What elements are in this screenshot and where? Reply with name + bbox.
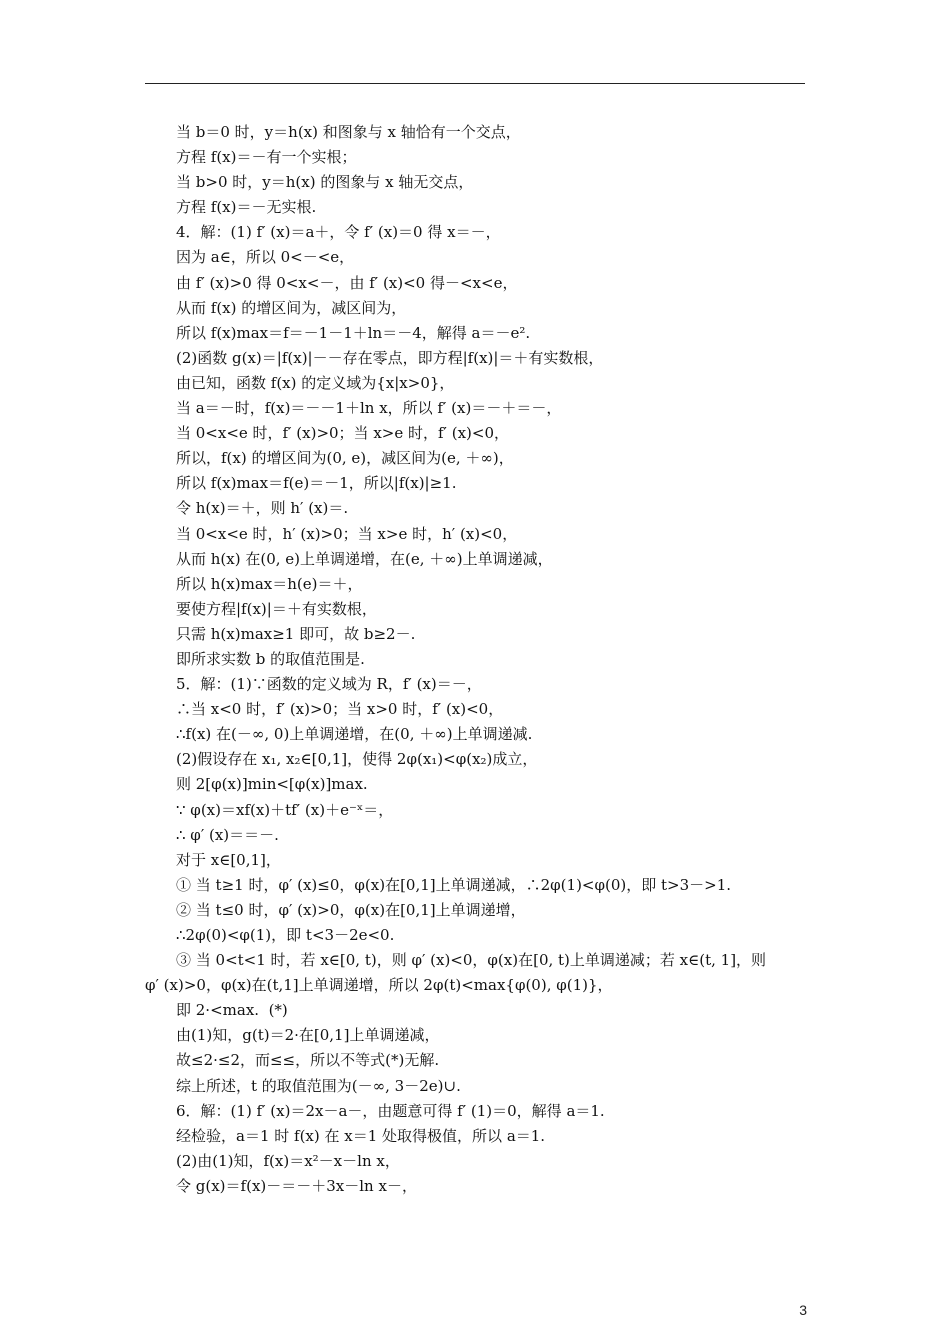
header-rule bbox=[145, 83, 805, 84]
text-line: 由 f′ (x)>0 得 0<x<－，由 f′ (x)<0 得－<x<e， bbox=[176, 273, 518, 292]
text-line: 由已知，函数 f(x) 的定义域为{x|x>0}， bbox=[176, 373, 455, 392]
text-line: ∴f(x) 在(－∞, 0)上单调递增，在(0, ＋∞)上单调递减. bbox=[176, 725, 533, 744]
text-line: 当 b＝0 时，y＝h(x) 和图象与 x 轴恰有一个交点， bbox=[176, 123, 521, 141]
text-line: 因为 a∈，所以 0<－<e， bbox=[176, 248, 355, 267]
text-line: 所以 f(x)max＝f(e)＝－1，所以|f(x)|≥1. bbox=[176, 474, 457, 493]
text-line: 只需 h(x)max≥1 即可，故 b≥2－. bbox=[176, 624, 416, 643]
text-line: 则 2[φ(x)]min<[φ(x)]max. bbox=[176, 775, 368, 794]
text-line: 所以 h(x)max＝h(e)＝＋， bbox=[176, 574, 363, 593]
text-line: 综上所述，t 的取值范围为(－∞, 3－2e)∪. bbox=[176, 1076, 461, 1095]
text-line: 当 b>0 时，y＝h(x) 的图象与 x 轴无交点， bbox=[176, 173, 474, 192]
text-line: 所以 f(x)max＝f＝－1－1＋ln＝－4，解得 a＝－e². bbox=[176, 323, 531, 342]
text-line: ∴ φ′ (x)＝＝－. bbox=[176, 825, 279, 844]
text-line: ① 当 t≥1 时，φ′ (x)≤0，φ(x)在[0,1]上单调递减，∴2φ(1)<φ(0)，即 t>3－>1. bbox=[176, 875, 732, 894]
text-line: ∴2φ(0)<φ(1)，即 t<3－2e<0. bbox=[176, 926, 395, 944]
text-line: 即所求实数 b 的取值范围是. bbox=[176, 649, 365, 668]
text-line: 要使方程|f(x)|＝＋有实数根， bbox=[176, 599, 377, 618]
text-line: 当 0<x<e 时，f′ (x)>0；当 x>e 时，f′ (x)<0， bbox=[176, 424, 509, 443]
document-body bbox=[145, 120, 807, 1199]
text-line: 令 g(x)＝f(x)－＝－＋3x－ln x－， bbox=[176, 1176, 417, 1195]
text-line: 故≤2·≤2，而≤≤，所以不等式(*)无解. bbox=[176, 1051, 440, 1070]
text-line: 所以，f(x) 的增区间为(0, e)，减区间为(e, ＋∞)， bbox=[176, 449, 514, 468]
text-line: ③ 当 0<t<1 时，若 x∈[0, t)，则 φ′ (x)<0，φ(x)在[0, t)上单调递减；若 x∈(t, 1]，则 bbox=[176, 951, 767, 970]
text-line: φ′ (x)>0，φ(x)在(t,1]上单调递增，所以 2φ(t)<max{φ(0), φ(1)}， bbox=[145, 976, 613, 995]
text-line: ∵ φ(x)＝xf(x)＋tf′ (x)＋e⁻ˣ＝， bbox=[176, 800, 394, 819]
text-line: 从而 h(x) 在(0, e)上单调递增，在(e, ＋∞)上单调递减， bbox=[176, 549, 553, 568]
text-line: 方程 f(x)＝－有一个实根； bbox=[176, 148, 357, 167]
text-line: 方程 f(x)＝－无实根. bbox=[176, 198, 317, 217]
text-line: 6．解：(1) f′ (x)＝2x－a－，由题意可得 f′ (1)＝0，解得 a＝1. bbox=[176, 1101, 605, 1120]
text-line: 4．解：(1) f′ (x)＝a＋，令 f′ (x)＝0 得 x＝－， bbox=[176, 223, 501, 242]
text-line: (2)假设存在 x₁, x₂∈[0,1]，使得 2φ(x₁)<φ(x₂)成立， bbox=[176, 750, 538, 769]
text-line: (2)由(1)知，f(x)＝x²－x－ln x， bbox=[176, 1151, 400, 1170]
text-line: 对于 x∈[0,1]， bbox=[176, 850, 281, 869]
text-line: 从而 f(x) 的增区间为，减区间为， bbox=[176, 298, 407, 317]
text-line: (2)函数 g(x)＝|f(x)|－－存在零点，即方程|f(x)|＝＋有实数根， bbox=[176, 348, 604, 367]
page-number: 3 bbox=[799, 1302, 807, 1318]
text-line: 即 2·<max. (*) bbox=[176, 1001, 288, 1020]
text-line: 当 a＝－时，f(x)＝－－1＋ln x，所以 f′ (x)＝－＋＝－， bbox=[176, 399, 562, 418]
text-line: ∴当 x<0 时，f′ (x)>0；当 x>0 时，f′ (x)<0， bbox=[176, 700, 504, 719]
text-line: 令 h(x)＝＋，则 h′ (x)＝. bbox=[176, 499, 349, 518]
text-line: 5．解：(1)∵函数的定义域为 R，f′ (x)＝－， bbox=[176, 675, 482, 694]
text-line: ② 当 t≤0 时，φ′ (x)>0，φ(x)在[0,1]上单调递增， bbox=[176, 900, 526, 919]
text-line: 当 0<x<e 时，h′ (x)>0；当 x>e 时，h′ (x)<0， bbox=[176, 524, 518, 543]
text-line: 经检验，a＝1 时 f(x) 在 x＝1 处取得极值，所以 a＝1. bbox=[176, 1126, 546, 1145]
text-line: 由(1)知，g(t)＝2·在[0,1]上单调递减， bbox=[176, 1026, 440, 1045]
